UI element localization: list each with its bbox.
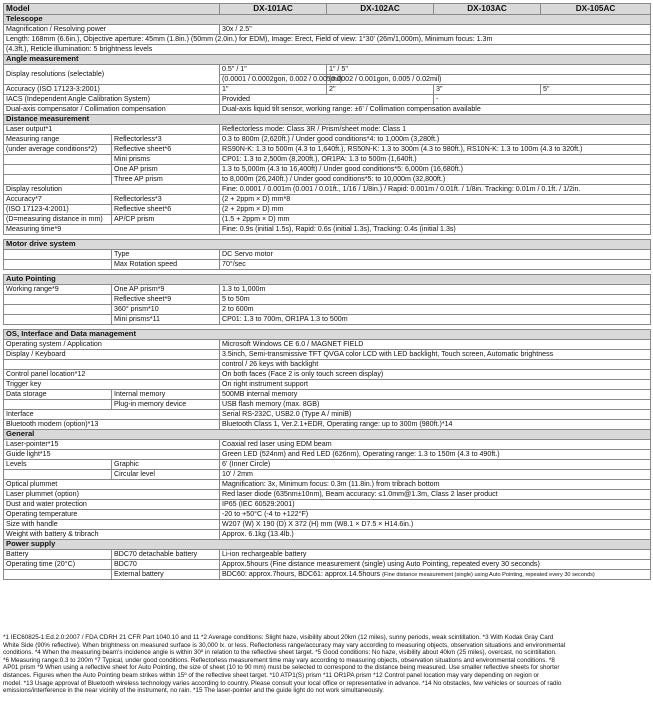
- row-value: 6' (Inner Circle): [220, 460, 651, 470]
- row-value: Bluetooth Class 1, Ver.2.1+EDR, Operating range: up to 300m (980ft.)*14: [220, 420, 651, 430]
- row-value: Fine: 0.0001 / 0.001m (0.001 / 0.01ft., 1/16 / 1/8in.) / Rapid: 0.001m / 0.01ft. / 1/8in. Tracking: 0.01m / 0.1ft. / 1/2in.: [220, 185, 651, 195]
- row-label: Laser plummet (option): [4, 490, 220, 500]
- row-label: (D=measuring distance in mm): [4, 215, 112, 225]
- row-sublabel: Mini prisms: [112, 155, 220, 165]
- row-sublabel: One AP prism: [112, 165, 220, 175]
- model-dx-105ac: DX-105AC: [541, 4, 651, 15]
- row-label: Levels: [4, 460, 112, 470]
- footnote-line: AP01 prism *9 When using a reflective sheet for Auto Pointing, the size of sheet (10 to 90 mm) must be selected to correspond to the distance being measured. Use smaller reflective sheets for shorter: [3, 664, 560, 672]
- footnote-line: conditions. *4 When the measuring beam's incidence angle is within 30º in relation to the reflective sheet target. *5 Good conditions: No haze, visibility about 40km (25 miles), overcast, no scintillation.: [3, 649, 557, 657]
- row-label: Control panel location*12: [4, 370, 220, 380]
- row-label: Data storage: [4, 390, 112, 400]
- row-label: IACS (Independent Angle Calibration System): [4, 95, 220, 105]
- row-value: 5": [541, 85, 651, 95]
- row-sublabel: Reflective sheet*9: [112, 295, 220, 305]
- section-telescope: Telescope: [4, 15, 651, 25]
- row-value: 500MB internal memory: [220, 390, 651, 400]
- row-value: control / 26 keys with backlight: [220, 360, 651, 370]
- row-label: Size with handle: [4, 520, 220, 530]
- row-value: 2 to 600m: [220, 305, 651, 315]
- section-os-interface: OS, Interface and Data management: [4, 330, 651, 340]
- footnote-line: model. *13 Usage approval of Bluetooth wireless technology varies according to country. Please consult your local office or representative in advance. *14 No obstacles, few vehicles or sources of radio: [3, 679, 562, 687]
- ext-battery-times: BDC60: approx.7hours, BDC61: approx.14.5hours: [222, 570, 381, 579]
- row-label: Dust and water protection: [4, 500, 220, 510]
- row-sublabel: Internal memory: [112, 390, 220, 400]
- row-value: Dual-axis liquid tilt sensor, working range: ±6' / Collimation compensation available: [220, 105, 651, 115]
- row-label: Operating system / Application: [4, 340, 220, 350]
- row-value: Fine: 0.9s (initial 1.5s), Rapid: 0.6s (initial 1.3s), Tracking: 0.4s (initial 1.3s): [220, 225, 651, 235]
- row-label: Accuracy*7: [4, 195, 112, 205]
- model-dx-101ac: DX-101AC: [220, 4, 327, 15]
- row-sublabel: BDC70: [112, 560, 220, 570]
- row-label: Laser output*1: [4, 125, 220, 135]
- row-value: [220, 570, 651, 580]
- row-value: USB flash memory (max. 8GB): [220, 400, 651, 410]
- row-label: Interface: [4, 410, 220, 420]
- row-value: (1.5 + 2ppm × D) mm: [220, 215, 651, 225]
- row-sublabel: One AP prism*9: [112, 285, 220, 295]
- row-label: Display resolutions (selectable): [4, 65, 220, 85]
- specifications-table: [3, 3, 651, 580]
- row-value: Serial RS-232C, USB2.0 (Type A / miniB): [220, 410, 651, 420]
- row-value: RS90N-K: 1.3 to 500m (4.3 to 1,640ft.), RS50N-K: 1.3 to 300m (4.3 to 980ft.), RS10N-K: 1.3 to 100m (4.3 to 320ft.): [220, 145, 651, 155]
- row-label: Operating temperature: [4, 510, 220, 520]
- footnote-line: emissions/interference in the near vicinity of the instrument, no rain. *15 The laser-pointer and the guide light do not work simultaneously.: [3, 687, 384, 695]
- section-distance: Distance measurement: [4, 115, 651, 125]
- row-sublabel: Graphic: [112, 460, 220, 470]
- row-value: Li-ion rechargeable battery: [220, 550, 651, 560]
- footnote-line: distances. Figures when the Auto Pointing beam strikes within 15º of the reflective sheet target. *10 ATP1(S) prism *11 OR1PA prism *12 Control panel location may vary depending on region or: [3, 671, 540, 679]
- row-sublabel: AP/CP prism: [112, 215, 220, 225]
- row-sublabel: Three AP prism: [112, 175, 220, 185]
- row-value: 2": [327, 85, 434, 95]
- footnote-line: *1 IEC60825-1:Ed.2.0:2007 / FDA CDRH 21 CFR Part 1040.10 and 11 *2 Average conditions: Slight haze, visibility about 20km (12 miles), sunny periods, weak scintillation. *3 With Kodak Gray Card: [3, 634, 554, 641]
- row-value: (0.0002 / 0.001gon, 0.005 / 0.02mil): [327, 75, 651, 85]
- row-label: Operating time (20°C): [4, 560, 112, 570]
- row-value: 1" / 5": [327, 65, 651, 75]
- telescope-length-cont: (4.3ft.), Reticle illumination: 5 brightness levels: [4, 45, 651, 55]
- row-value: Coaxial red laser using EDM beam: [220, 440, 651, 450]
- row-label: Working range*9: [4, 285, 112, 295]
- row-value: (2 + 2ppm × D) mm*8: [220, 195, 651, 205]
- row-label: Trigger key: [4, 380, 220, 390]
- row-value: -20 to +50°C (-4 to +122°F): [220, 510, 651, 520]
- row-value: On both faces (Face 2 is only touch screen display): [220, 370, 651, 380]
- row-value: Approx.5hours (Fine distance measurement (single) using Auto Pointing, repeated every 30 seconds): [220, 560, 651, 570]
- row-value: -: [434, 95, 651, 105]
- model-dx-103ac: DX-103AC: [434, 4, 541, 15]
- row-value: Provided: [220, 95, 434, 105]
- row-value: 10' / 2mm: [220, 470, 651, 480]
- telescope-length: Length: 168mm (6.6in.), Objective aperture: 45mm (1.8in.) (50mm (2.0in.) for EDM), Image: Erect, Field of view: 1°30' (26m/1,000m), Minimum focus: 1.3m: [4, 35, 651, 45]
- section-power: Power supply: [4, 540, 651, 550]
- row-sublabel: Reflective sheet*6: [112, 145, 220, 155]
- row-label: Battery: [4, 550, 112, 560]
- row-sublabel: Reflectorless*3: [112, 195, 220, 205]
- row-label: Weight with battery & tribrach: [4, 530, 220, 540]
- row-value: W207 (W) X 190 (D) X 372 (H) mm (W8.1 × D7.5 × H14.6in.): [220, 520, 651, 530]
- row-sublabel: 360° prism*10: [112, 305, 220, 315]
- row-value: (2 + 2ppm × D) mm: [220, 205, 651, 215]
- row-label: (ISO 17123-4:2001): [4, 205, 112, 215]
- footnote-line: White Side (90% reflective). When brightness on measured surface is 30,000 lx. or less. Reflectorless range/accuracy may vary according to measuring objects, observation situations and environmental: [3, 641, 566, 649]
- row-sublabel: External battery: [112, 570, 220, 580]
- row-value: (0.0001 / 0.0002gon, 0.002 / 0.005mil): [220, 75, 327, 85]
- row-label: Measuring time*9: [4, 225, 220, 235]
- row-label: Magnification / Resolving power: [4, 25, 220, 35]
- row-sublabel: Plug-in memory device: [112, 400, 220, 410]
- row-label: Display resolution: [4, 185, 220, 195]
- row-value: 5 to 50m: [220, 295, 651, 305]
- section-motor: Motor drive system: [4, 240, 651, 250]
- row-value: 1": [220, 85, 327, 95]
- row-value: 1.3 to 5,000m (4.3 to 16,400ft) / Under good conditions*5: 6,000m (16,680ft.): [220, 165, 651, 175]
- row-sublabel: Circular level: [112, 470, 220, 480]
- row-value: 70°/sec: [220, 260, 651, 270]
- row-label: Accuracy (ISO 17123-3:2001): [4, 85, 220, 95]
- row-value: 3": [434, 85, 541, 95]
- row-label: Guide light*15: [4, 450, 220, 460]
- row-label: Dual-axis compensator / Collimation compensation: [4, 105, 220, 115]
- row-value: 0.5" / 1": [220, 65, 327, 75]
- model-header: Model: [4, 4, 220, 15]
- header-row: [4, 4, 651, 15]
- row-value: Red laser diode (635nm±10nm), Beam accuracy: ≤1.0mm@1.3m, Class 2 laser product: [220, 490, 651, 500]
- row-value: Magnification: 3x, Minimum focus: 0.3m (11.8in.) from tribrach bottom: [220, 480, 651, 490]
- row-sublabel: Reflective sheet*6: [112, 205, 220, 215]
- row-label: Bluetooth modem (option)*13: [4, 420, 220, 430]
- row-value: Reflectorless mode: Class 3R / Prism/sheet mode: Class 1: [220, 125, 651, 135]
- row-sublabel: Mini prisms*11: [112, 315, 220, 325]
- row-label: Laser-pointer*15: [4, 440, 220, 450]
- row-value: to 8,000m (26,240ft.) / Under good conditions*5: to 10,000m (32,800ft.): [220, 175, 651, 185]
- row-label: Measuring range: [4, 135, 112, 145]
- row-value: 0.3 to 800m (2,620ft.) / Under good conditions*4: to 1,000m (3,280ft.): [220, 135, 651, 145]
- row-value: IP65 (IEC 60529:2001): [220, 500, 651, 510]
- row-value: CP01: 1.3 to 700m, OR1PA 1.3 to 500m: [220, 315, 651, 325]
- section-auto-pointing: Auto Pointing: [4, 275, 651, 285]
- row-value: Microsoft Windows CE 6.0 / MAGNET FIELD: [220, 340, 651, 350]
- row-sublabel: BDC70 detachable battery: [112, 550, 220, 560]
- row-value: 3.5inch, Semi-transmissive TFT QVGA color LCD with LED backlight, Touch screen, Automatic brightness: [220, 350, 651, 360]
- row-sublabel: Max Rotation speed: [112, 260, 220, 270]
- footnotes: [3, 634, 650, 695]
- row-value: DC Servo motor: [220, 250, 651, 260]
- section-angle: Angle measurement: [4, 55, 651, 65]
- row-value: On right instrument support: [220, 380, 651, 390]
- row-value: Approx. 6.1kg (13.4lb.): [220, 530, 651, 540]
- row-value: 1.3 to 1,000m: [220, 285, 651, 295]
- row-label: Display / Keyboard: [4, 350, 220, 360]
- row-value: 30x / 2.5": [220, 25, 651, 35]
- section-general: General: [4, 430, 651, 440]
- row-sublabel: Reflectorless*3: [112, 135, 220, 145]
- row-label: Optical plummet: [4, 480, 220, 490]
- row-value: CP01: 1.3 to 2,500m (8,200ft.), OR1PA: 1.3 to 500m (1,640ft.): [220, 155, 651, 165]
- row-value: Green LED (524nm) and Red LED (626nm), Operating range: 1.3 to 150m (4.3 to 490ft.): [220, 450, 651, 460]
- ext-battery-note: (Fine distance measurement (single) using Auto Pointing, repeated every 30 seconds): [382, 572, 595, 579]
- row-sublabel: Type: [112, 250, 220, 260]
- row-label: (under average conditions*2): [4, 145, 112, 155]
- footnote-line: *6 Measuring range:0.3 to 200m *7 Typical, under good conditions. Reflectorless measurement time may vary according to measuring objects, observation situations and environmental conditions. *8: [3, 656, 555, 664]
- model-dx-102ac: DX-102AC: [327, 4, 434, 15]
